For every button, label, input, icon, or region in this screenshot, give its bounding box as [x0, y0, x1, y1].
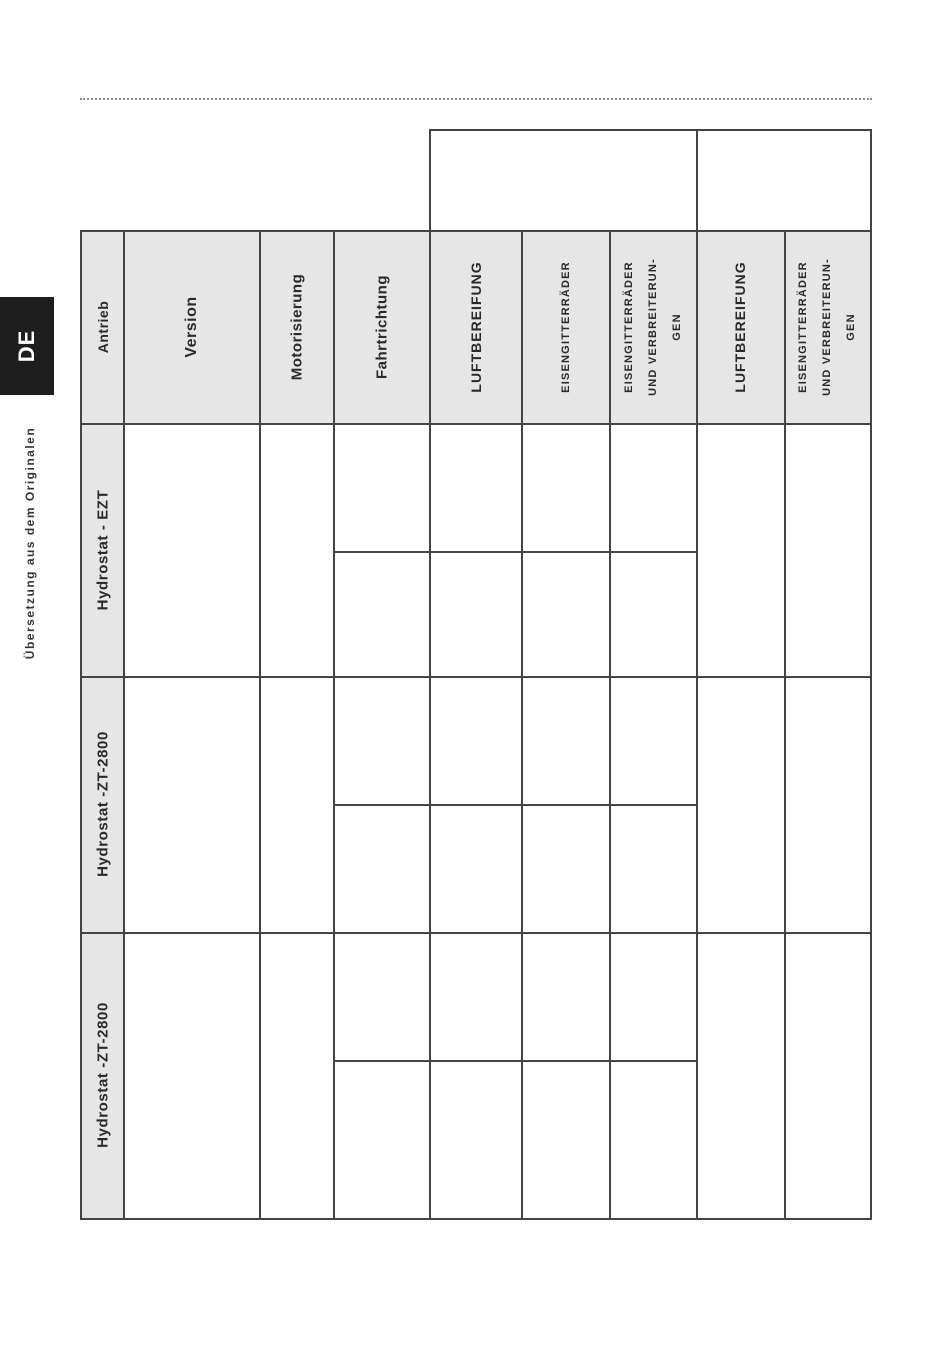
- header-motorisierung: Motorisierung: [288, 273, 306, 381]
- dotted-rule: [80, 98, 872, 100]
- row-antrieb-2: Hydrostat -ZT-2800: [94, 731, 112, 877]
- header-luftbereifung-1: LUFTBEREIFUNG: [468, 261, 484, 393]
- language-tab: [0, 297, 54, 395]
- header-eisengitter-verbreiterungen-2: EISENGITTERRÄDER UND VERBREITERUN- GEN: [797, 258, 857, 396]
- header-antrieb: Antrieb: [95, 300, 111, 354]
- header-fahrtrichtung: Fahrtrichtung: [373, 275, 391, 379]
- translation-note: Übersetzung aus dem Originalen: [23, 426, 37, 660]
- header-eisengitter-verbreiterungen-1: EISENGITTERRÄDER UND VERBREITERUN- GEN: [623, 258, 683, 396]
- row-antrieb-3: Hydrostat -ZT-2800: [94, 1002, 112, 1148]
- header-version: Version: [183, 296, 200, 358]
- header-eisengitterraeder: EISENGITTERRÄDER: [560, 261, 572, 393]
- header-luftbereifung-2: LUFTBEREIFUNG: [732, 261, 748, 393]
- row-antrieb-1: Hydrostat - EZT: [94, 489, 112, 611]
- language-tab-label: DE: [14, 329, 39, 363]
